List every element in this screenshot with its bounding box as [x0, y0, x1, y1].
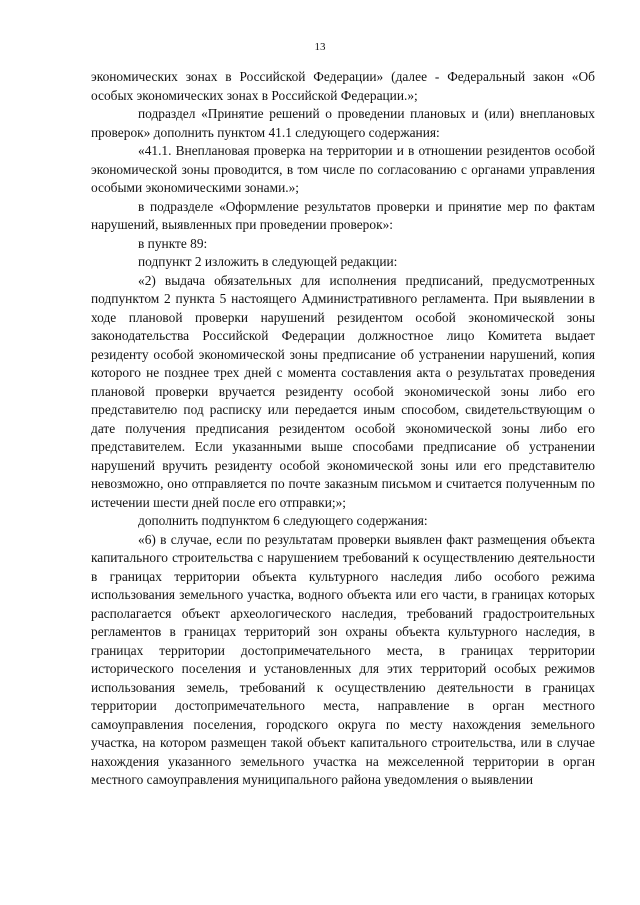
paragraph-add-point-41-1: подраздел «Принятие решений о проведении плановых и (или) внеплановых проверок» дополнить пунктом 41.1 следующего содержания:	[91, 106, 595, 140]
paragraph-point-41-1: «41.1. Внеплановая проверка на территории и в отношении резидентов особой экономической зоны проводится, в том числе по согласованию с органами управления особыми экономическими зонами.»;	[91, 143, 595, 195]
document-body	[91, 68, 595, 790]
paragraph-subpoint-6: «6) в случае, если по результатам проверки выявлен факт размещения объекта капитального строительства с нарушением требований к осуществлению деятельности в границах территории объекта культурного наследия либо особого режима использования земельного участка, водного объекта или его части, в границах которых располагается объект археологического наследия, требований градостроительных регламентов в границах территорий зон охраны объекта культурного наследия, в границах территории достопримечательного места, в границах территории исторического поселения и установленных для этих территорий особых режимов использования земель, требований к осуществлению деятельности в границах территории достопримечательного места, направление в орган местного самоуправления поселения, городского округа по месту нахождения земельного участка, на котором размещен такой объект капитального строительства, или в случае нахождения указанного земельного участка на межселенной территории в орган местного самоуправления муниципального района уведомления о выявлении	[91, 531, 595, 787]
paragraph-results-section: в подразделе «Оформление результатов проверки и принятие мер по фактам нарушений, выявленных при проведении проверок»:	[91, 198, 595, 232]
paragraph-subpoint-2: «2) выдача обязательных для исполнения предписаний, предусмотренных подпунктом 2 пункта 5 настоящего Административного регламента. При выявлении в ходе плановой проверки нарушений резидентом особой экономической зоны законодательства Российской Федерации должностное лицо Комитета выдает резиденту особой экономической зоны предписание об устранении нарушений, копия которого не позднее трех дней с момента составления акта о результатах проведения плановой проверки вручается резиденту особой экономической зоны либо его представителю под расписку или передается иным способом, свидетельствующим о дате получения предписания резидентом особой экономической зоны либо его представителем. Если указанными выше способами предписание об устранении нарушений вручить резиденту особой экономической зоны или его представителю невозможно, оно отправляется по почте заказным письмом и считается полученным по истечении шести дней после его отправки;»;	[91, 272, 595, 510]
page-number: 13	[314, 41, 326, 53]
paragraph-subpoint-6-intro: дополнить подпунктом 6 следующего содержания:	[138, 513, 428, 528]
paragraph-point-89: в пункте 89:	[138, 235, 208, 251]
paragraph-subpoint-2-intro: подпункт 2 изложить в следующей редакции:	[138, 254, 398, 269]
paragraph-continuation-federal-law: экономических зонах в Российской Федерации» (далее - Федеральный закон «Об особых экономических зонах в Российской Федерации.»;	[91, 69, 595, 103]
